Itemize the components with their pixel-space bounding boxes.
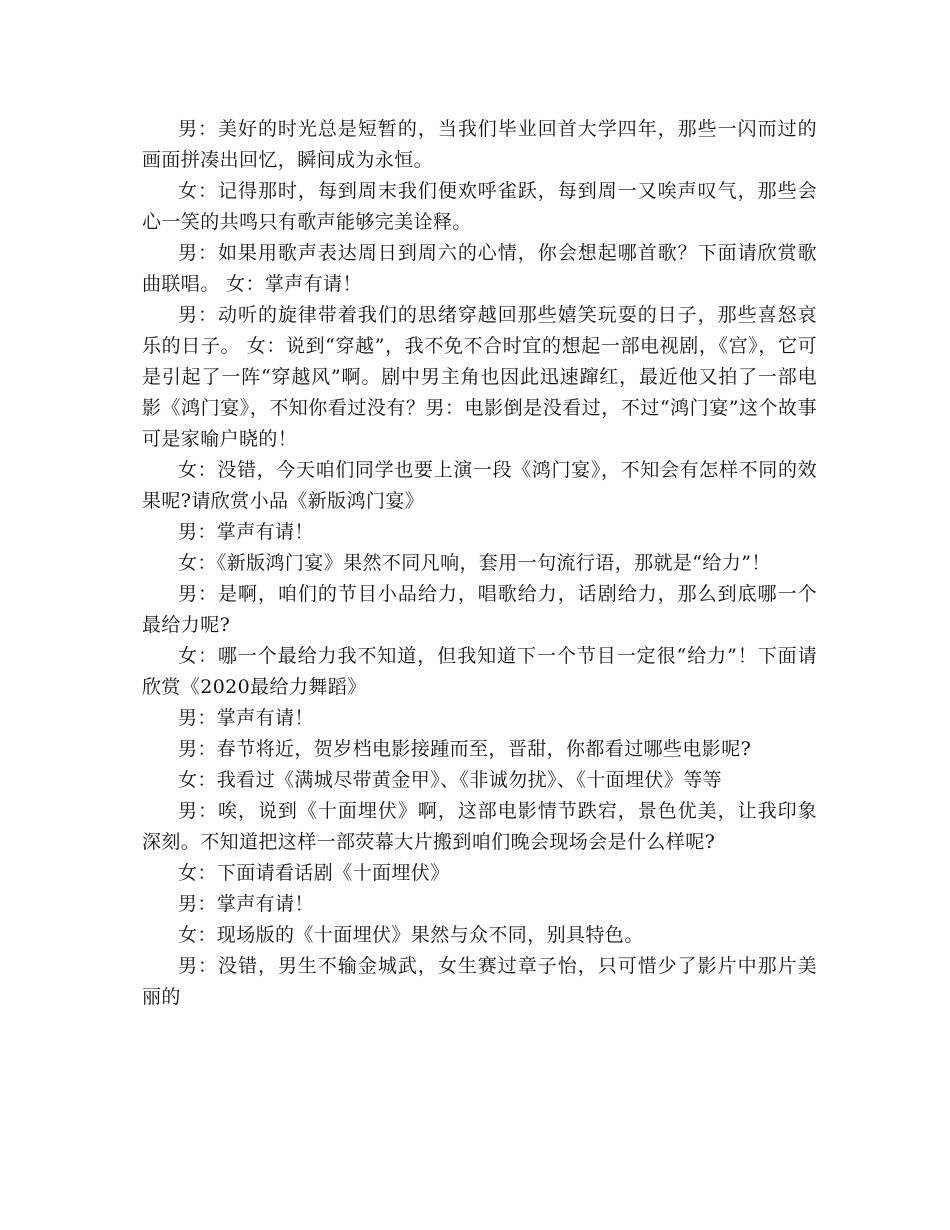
paragraph: 女：记得那时，每到周末我们便欢呼雀跃，每到周一又唉声叹气，那些会心一笑的共鸣只有歌声能够完美诠释。 — [142, 180, 817, 233]
paragraph: 男：掌声有请！ — [178, 893, 314, 915]
paragraph: 女：哪一个最给力我不知道，但我知道下一个节目一定很“给力”！下面请欣赏《2020最给力舞蹈》 — [142, 645, 817, 698]
paragraph: 女：下面请看话剧《十面埋伏》 — [178, 862, 450, 884]
paragraph: 男：掌声有请！ — [178, 707, 314, 729]
paragraph: 男：是啊，咱们的节目小品给力，唱歌给力，话剧给力，那么到底哪一个最给力呢? — [142, 583, 817, 636]
document-body — [142, 114, 817, 1013]
paragraph: 男：美好的时光总是短暂的，当我们毕业回首大学四年，那些一闪而过的画面拼凑出回忆，瞬间成为永恒。 — [142, 118, 817, 171]
paragraph: 女：没错，今天咱们同学也要上演一段《鸿门宴》，不知会有怎样不同的效果呢?请欣赏小品《新版鸿门宴》 — [142, 459, 817, 512]
paragraph: 男：唉，说到《十面埋伏》啊，这部电影情节跌宕，景色优美，让我印象深刻。不知道把这样一部荧幕大片搬到咱们晚会现场会是什么样呢? — [142, 800, 817, 853]
paragraph: 女：现场版的《十面埋伏》果然与众不同，别具特色。 — [178, 924, 644, 946]
paragraph: 男：动听的旋律带着我们的思绪穿越回那些嬉笑玩耍的日子，那些喜怒哀乐的日子。 女：说到“穿越”，我不免不合时宜的想起一部电视剧，《宫》，它可是引起了一阵“穿越风”啊。剧中男主角也因此迅速蹿红，最近他又拍了一部电影《鸿门宴》，不知你看过没有？男：电影倒是没看过，不过“鸿门宴”这个故事可是家喻户晓的！ — [142, 304, 817, 450]
paragraph: 男：春节将近，贺岁档电影接踵而至，晋甜，你都看过哪些电影呢? — [178, 738, 752, 760]
paragraph: 女：我看过《满城尽带黄金甲》、《非诚勿扰》、《十面埋伏》等等 — [178, 769, 723, 791]
paragraph: 男：没错，男生不输金城武，女生赛过章子怡，只可惜少了影片中那片美丽的 — [142, 955, 817, 1008]
paragraph: 男：如果用歌声表达周日到周六的心情，你会想起哪首歌？下面请欣赏歌曲联唱。 女：掌声有请！ — [142, 242, 817, 295]
paragraph: 女：《新版鸿门宴》果然不同凡响，套用一句流行语，那就是“给力”！ — [178, 552, 771, 574]
paragraph: 男：掌声有请！ — [178, 521, 314, 543]
